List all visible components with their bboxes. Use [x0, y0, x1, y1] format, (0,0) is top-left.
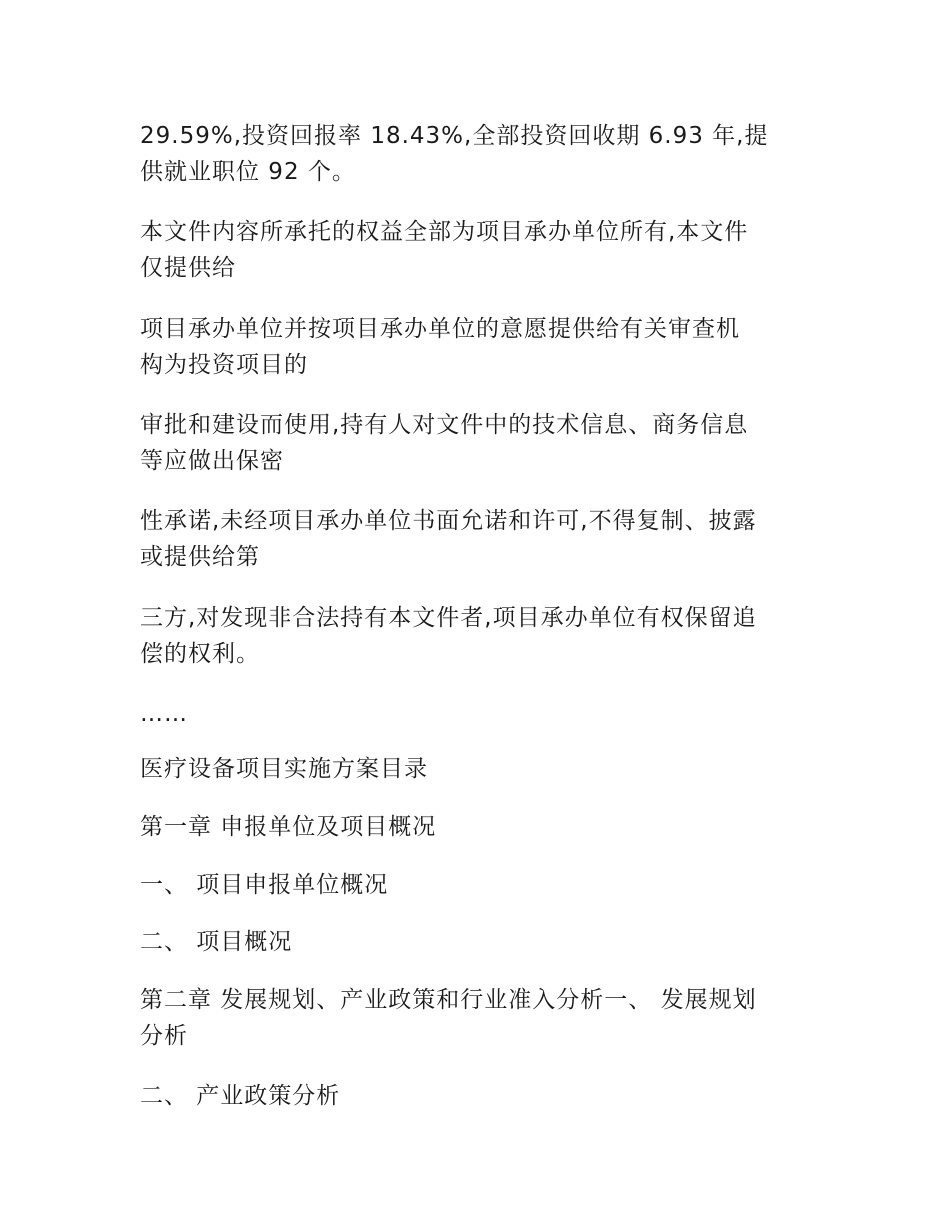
text-line: 性承诺,未经项目承办单位书面允诺和许可,不得复制、披露	[140, 508, 757, 534]
toc-item-2-2	[140, 1078, 820, 1114]
text-line: 审批和建设而使用,持有人对文件中的技术信息、商务信息	[140, 412, 749, 438]
text-line: 二、 产业政策分析	[140, 1083, 341, 1109]
text-line: 一、 项目申报单位概况	[140, 872, 389, 898]
text-line: 等应做出保密	[140, 448, 284, 474]
paragraph-rights-notice	[140, 214, 820, 286]
text-line: 本文件内容所承托的权益全部为项目承办单位所有,本文件	[140, 219, 749, 245]
toc-chapter-1	[140, 809, 820, 845]
text-line: 或提供给第	[140, 544, 260, 570]
text-line: 项目承办单位并按项目承办单位的意愿提供给有关审查机	[140, 316, 740, 342]
toc-item-1-2	[140, 924, 820, 960]
paragraph-third-party	[140, 600, 820, 672]
toc-item-1-1	[140, 867, 820, 903]
text-line: 三方,对发现非合法持有本文件者,项目承办单位有权保留追	[140, 605, 757, 631]
text-line: 第二章 发展规划、产业政策和行业准入分析一、 发展规划	[140, 987, 757, 1013]
text-line: 分析	[140, 1023, 188, 1049]
text-line: ……	[140, 701, 188, 727]
ellipsis	[140, 696, 820, 732]
text-line: 偿的权利。	[140, 641, 260, 667]
toc-chapter-2	[140, 982, 820, 1054]
text-line: 构为投资项目的	[140, 352, 308, 378]
text-line: 供就业职位 92 个。	[140, 159, 356, 185]
toc-title	[140, 751, 820, 787]
text-line: 仅提供给	[140, 255, 236, 281]
paragraph-confidentiality	[140, 407, 820, 479]
text-line: 医疗设备项目实施方案目录	[140, 756, 428, 782]
text-line: 29.59%,投资回报率 18.43%,全部投资回收期 6.93 年,提	[140, 123, 769, 149]
paragraph-investment-return	[140, 118, 820, 190]
paragraph-review-purpose	[140, 311, 820, 383]
text-line: 二、 项目概况	[140, 929, 293, 955]
paragraph-no-copy	[140, 503, 820, 575]
text-line: 第一章 申报单位及项目概况	[140, 814, 437, 840]
